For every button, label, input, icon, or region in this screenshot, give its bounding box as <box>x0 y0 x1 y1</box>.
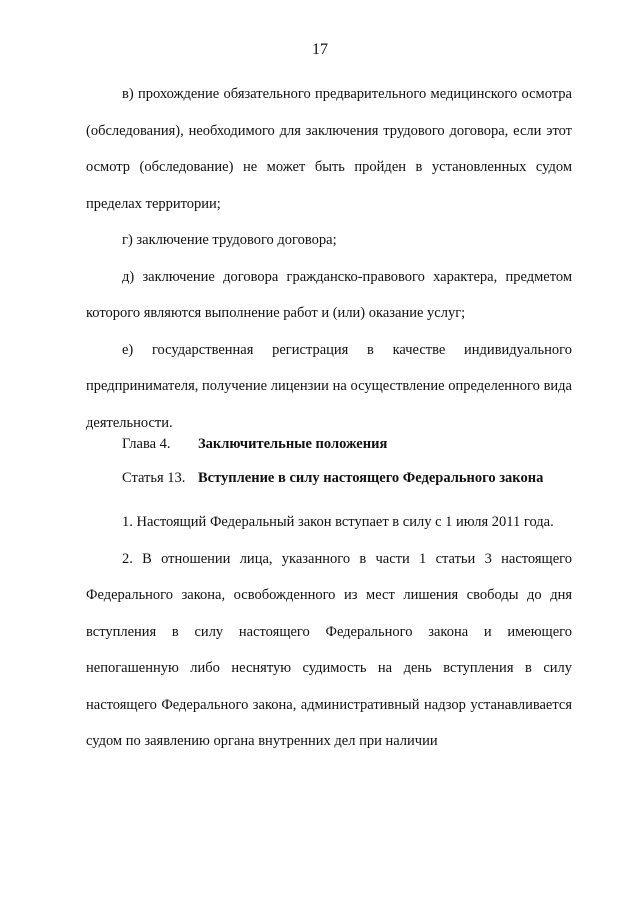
article-body <box>86 504 572 760</box>
article-heading <box>122 466 543 490</box>
list-item-g: г) заключение трудового договора; <box>122 232 337 248</box>
chapter-title: Заключительные положения <box>198 436 388 452</box>
list-items-block <box>86 76 572 441</box>
list-item-v: в) прохождение обязательного предварительного медицинского осмотра (обследования), необходимого для заключения трудового договора, если этот осмотр (обследование) не может быть пройден в установленных судом пределах территории; <box>86 86 572 212</box>
chapter-heading <box>122 432 387 456</box>
list-item-d: д) заключение договора гражданско-правового характера, предметом которого являются выполнение работ и (или) оказание услуг; <box>86 268 572 321</box>
article-number: Статья 13. <box>122 470 186 486</box>
article-part-2: 2. В отношении лица, указанного в части 1 статьи 3 настоящего Федерального закона, освобожденного из мест лишения свободы до дня вступления в силу настоящего Федерального закона и имеющего непогашенную либо неснятую судимость на день вступления в силу настоящего Федерального закона, административный надзор устанавливается судом по заявлению органа внутренних дел при наличии <box>86 550 572 749</box>
page-number: 17 <box>312 41 328 58</box>
article-part-1: 1. Настоящий Федеральный закон вступает в силу с 1 июля 2011 года. <box>122 514 554 530</box>
chapter-number: Глава 4. <box>122 436 171 452</box>
article-title: Вступление в силу настоящего Федерального закона <box>198 470 544 486</box>
list-item-e: е) государственная регистрация в качестве индивидуального предпринимателя, получение лицензии на осуществление определенного вида деятельности. <box>86 341 572 431</box>
